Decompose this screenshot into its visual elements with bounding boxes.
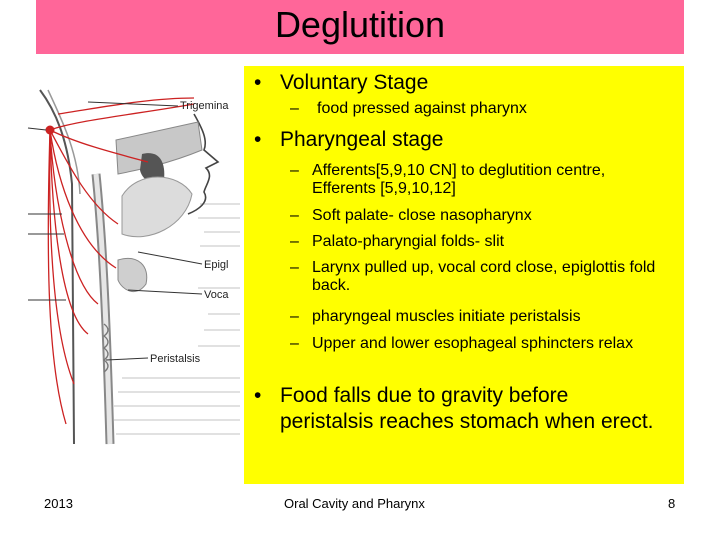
sub-bullet-text: Afferents[5,9,10 CN] to deglutition centre, Efferents [5,9,10,12]	[312, 162, 606, 197]
dash-symbol: –	[290, 100, 299, 117]
bullet-text: Voluntary Stage	[280, 71, 429, 94]
sub-bullet-text: Soft palate- close nasopharynx	[312, 207, 532, 224]
larynx	[118, 258, 147, 291]
sub-bullet-text: food pressed against pharynx	[317, 100, 527, 117]
dash-symbol: –	[290, 162, 299, 179]
sub-bullet-text: Upper and lower esophageal sphincters relax	[312, 335, 634, 352]
slide-title: Deglutition	[274, 4, 446, 45]
bullet-pharyngeal-stage	[254, 127, 672, 153]
content-panel	[244, 66, 684, 484]
footer-year: 2013	[44, 496, 73, 511]
sub-bullet	[290, 335, 672, 353]
title-bar	[36, 0, 684, 54]
deglutition-centre	[46, 126, 55, 135]
label-trigeminal: Trigemina	[180, 100, 229, 112]
sub-bullet-text: Palato-pharyngial folds- slit	[312, 233, 505, 250]
pharynx-diagram	[18, 84, 244, 450]
footer-page-number: 8	[668, 496, 676, 511]
label-vocal: Voca	[204, 289, 229, 301]
sub-bullet	[290, 162, 672, 198]
sub-bullet	[290, 308, 672, 326]
sub-bullet-text: pharyngeal muscles initiate peristalsis	[312, 308, 581, 325]
bullet-symbol: •	[254, 384, 262, 407]
background-text-texture	[114, 204, 240, 434]
sub-bullet	[290, 233, 672, 251]
tongue	[122, 177, 192, 237]
bullet-text: Food falls due to gravity before peristalsis reaches stomach when erect.	[280, 384, 654, 433]
label-epiglottis: Epigl	[204, 259, 229, 271]
sub-bullet-text: Larynx pulled up, vocal cord close, epiglottis fold back.	[312, 259, 656, 294]
dash-symbol: –	[290, 308, 299, 325]
bullet-symbol: •	[254, 128, 262, 151]
pharynx-diagram-svg	[18, 84, 244, 450]
sub-bullet	[290, 259, 672, 295]
bullet-symbol: •	[254, 71, 262, 94]
dash-symbol: –	[290, 207, 299, 224]
label-peristalsis: Peristalsis	[150, 353, 201, 365]
dash-symbol: –	[290, 335, 299, 352]
bullet-food-falls	[254, 383, 660, 435]
sub-bullet	[290, 100, 677, 118]
footer-title: Oral Cavity and Pharynx	[284, 496, 425, 511]
dash-symbol: –	[290, 233, 299, 250]
bullet-voluntary-stage	[254, 70, 672, 96]
dash-symbol: –	[290, 259, 299, 276]
sub-bullet	[290, 207, 672, 225]
bullet-text: Pharyngeal stage	[280, 128, 444, 151]
